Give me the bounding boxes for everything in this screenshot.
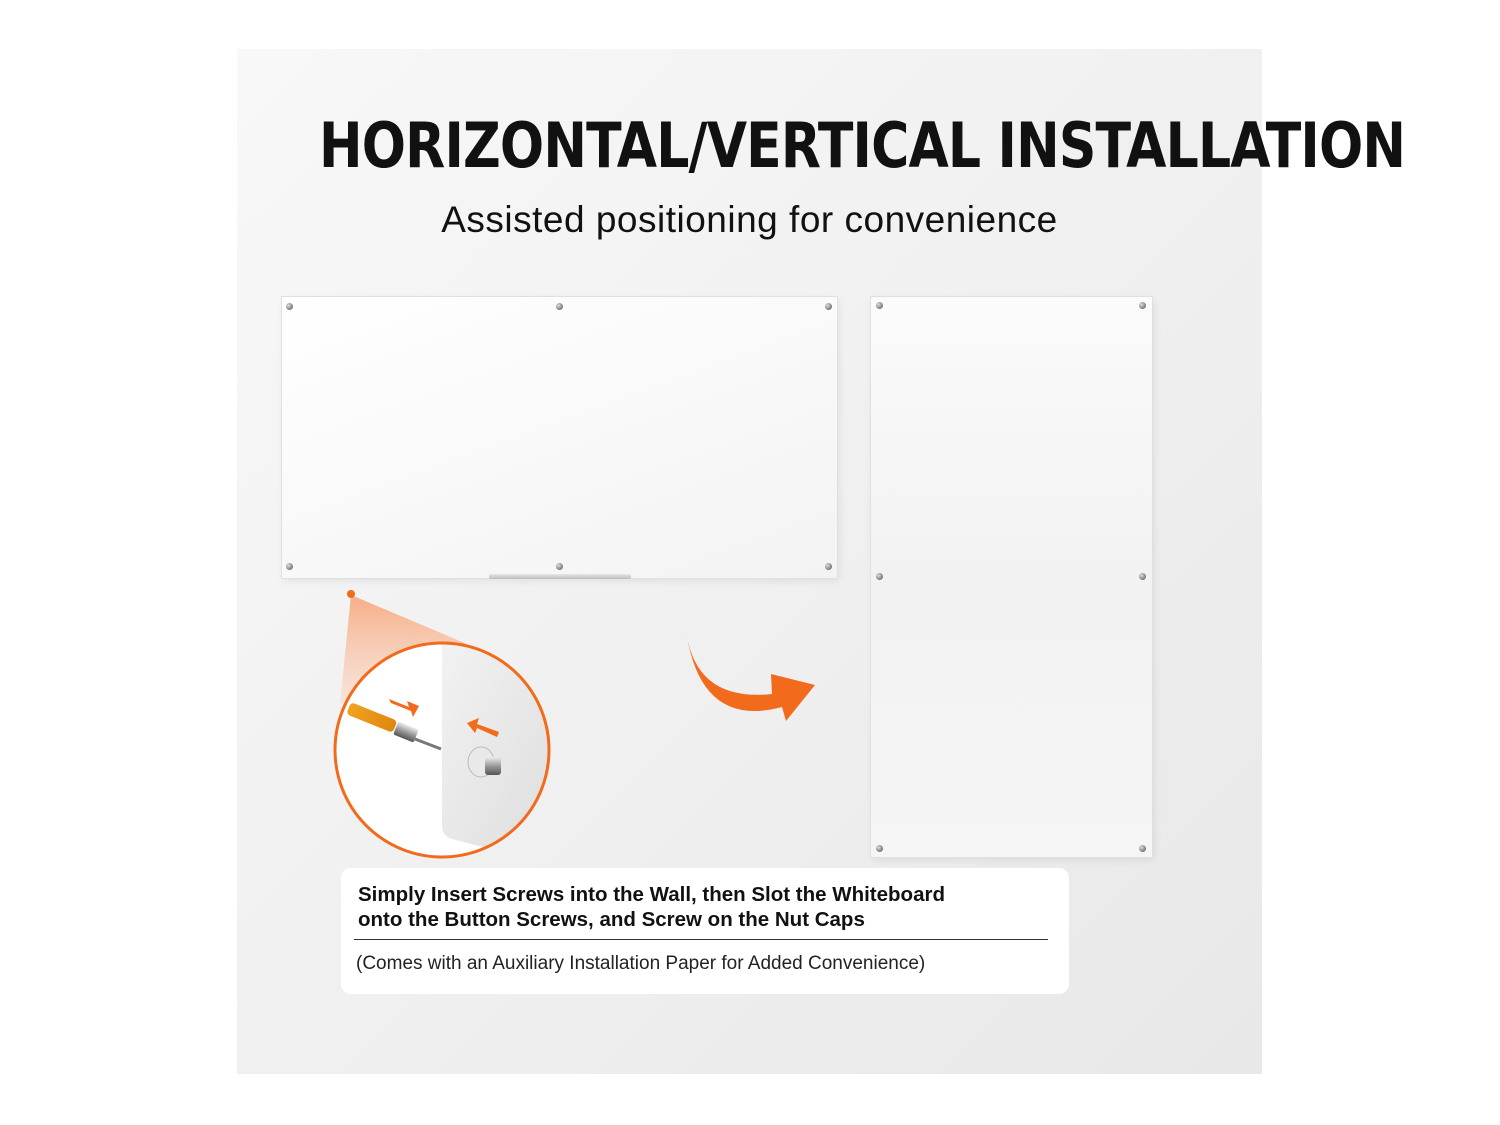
detail-callout: [335, 639, 567, 869]
zoom-origin-dot: [347, 590, 355, 598]
instruction-line-1: Simply Insert Screws into the Wall, then Slot the Whiteboard: [358, 883, 945, 906]
page-title: HORIZONTAL/VERTICAL INSTALLATION: [319, 109, 1406, 182]
page-subtitle: Assisted positioning for convenience: [441, 199, 1058, 240]
divider: [354, 939, 1048, 940]
rotate-arrow-icon: [686, 630, 815, 721]
product-panel: [237, 49, 1406, 1074]
instruction-card: [341, 868, 1069, 994]
instruction-note: (Comes with an Auxiliary Installation Paper for Added Convenience): [356, 953, 926, 974]
instruction-line-2: onto the Button Screws, and Screw on the Nut Caps: [358, 908, 865, 931]
instruction-text: [358, 882, 1048, 932]
